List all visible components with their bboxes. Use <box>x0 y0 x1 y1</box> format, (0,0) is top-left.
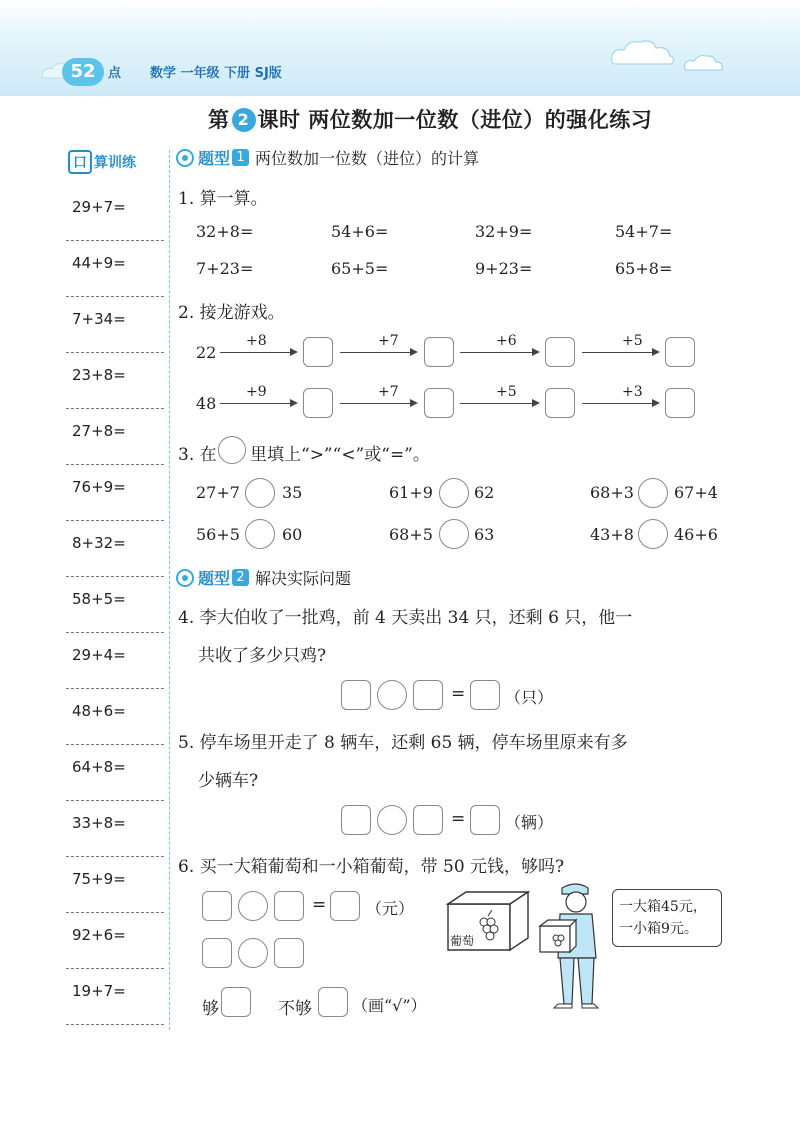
answer-box[interactable] <box>665 337 695 367</box>
chain-step-label: +8 <box>246 333 267 349</box>
sidebar-item-text: 8+32= <box>72 534 126 552</box>
check-box-enough[interactable] <box>221 987 251 1017</box>
unit-label: （只） <box>505 688 554 707</box>
q1-expr: 32+9= <box>475 222 533 241</box>
q5-line2: 少辆车? <box>198 771 259 791</box>
sidebar-item-text: 7+34= <box>72 310 126 328</box>
cloud-icon <box>608 36 678 70</box>
type1-number: 1 <box>232 149 249 166</box>
q1-expr: 7+23= <box>196 259 254 278</box>
q6-prompt: 6. 买一大箱葡萄和一小箱葡萄，带 50 元钱，够吗? <box>178 857 565 877</box>
sidebar-item <box>66 408 164 465</box>
compare-circle[interactable] <box>439 478 469 508</box>
lesson-prefix: 第 <box>208 108 230 132</box>
compare-left: 68+3 <box>590 483 634 502</box>
chain-step-label: +7 <box>378 333 399 349</box>
operator-circle[interactable] <box>377 805 407 835</box>
sidebar-item <box>66 912 164 969</box>
sidebar-item <box>66 240 164 297</box>
sidebar-item <box>66 296 164 353</box>
compare-right: 63 <box>474 525 495 544</box>
q4-line2: 共收了多少只鸡? <box>198 646 327 666</box>
arrow-icon <box>460 352 538 353</box>
sidebar-item-text: 44+9= <box>72 254 126 272</box>
answer-box[interactable] <box>330 891 360 921</box>
type1-title: 两位数加一位数（进位）的计算 <box>255 149 480 168</box>
type1-label: 题型 <box>198 149 231 168</box>
lesson-title <box>208 104 652 134</box>
type2-title: 解决实际问题 <box>255 569 352 588</box>
sidebar-item-text: 48+6= <box>72 702 126 720</box>
answer-box[interactable] <box>665 388 695 418</box>
answer-box[interactable] <box>341 805 371 835</box>
brand-logo: 点 <box>108 66 122 81</box>
arrow-icon <box>220 403 296 404</box>
arrow-icon <box>340 403 416 404</box>
q3-prompt-b: 里填上“>”“<”或“=”。 <box>250 445 430 465</box>
compare-left: 27+7 <box>196 483 240 502</box>
sidebar-item <box>66 520 164 577</box>
example-circle <box>218 436 246 464</box>
compare-circle[interactable] <box>245 519 275 549</box>
target-icon <box>176 569 194 587</box>
chain1-start: 22 <box>196 343 217 362</box>
sidebar-item-text: 64+8= <box>72 758 126 776</box>
sidebar-item-text: 27+8= <box>72 422 126 440</box>
answer-box[interactable] <box>545 337 575 367</box>
price-speech-bubble <box>612 889 722 947</box>
compare-circle[interactable] <box>439 519 469 549</box>
answer-box[interactable] <box>341 680 371 710</box>
price-small-box: 一小箱9元。 <box>619 921 698 937</box>
answer-box[interactable] <box>274 891 304 921</box>
compare-circle[interactable] <box>245 478 275 508</box>
answer-box[interactable] <box>470 680 500 710</box>
chain2-start: 48 <box>196 394 217 413</box>
mark-hint: （画“√”） <box>352 996 427 1015</box>
answer-box[interactable] <box>424 337 454 367</box>
answer-box[interactable] <box>303 388 333 418</box>
sidebar-label-rest: 算训练 <box>94 155 136 171</box>
sidebar-item <box>66 464 164 521</box>
q1-expr: 54+7= <box>615 222 673 241</box>
arrow-icon <box>582 403 658 404</box>
equals-sign: = <box>312 895 327 915</box>
answer-box[interactable] <box>202 938 232 968</box>
compare-circle[interactable] <box>638 519 668 549</box>
answer-box[interactable] <box>413 805 443 835</box>
person-icon <box>536 880 612 1010</box>
q1-expr: 9+23= <box>475 259 533 278</box>
sidebar-item <box>66 856 164 913</box>
arrow-icon <box>460 403 538 404</box>
operator-circle[interactable] <box>377 680 407 710</box>
cloud-icon <box>682 52 726 74</box>
sidebar-item <box>66 184 164 241</box>
price-large-box: 一大箱45元， <box>619 899 707 915</box>
arrow-icon <box>582 352 658 353</box>
q1-expr: 65+5= <box>331 259 389 278</box>
target-icon <box>176 149 194 167</box>
answer-box[interactable] <box>413 680 443 710</box>
unit-label: （元） <box>366 899 415 918</box>
compare-left: 43+8 <box>590 525 634 544</box>
sidebar-item <box>66 800 164 857</box>
sidebar-item <box>66 744 164 801</box>
answer-box[interactable] <box>303 337 333 367</box>
sidebar-label <box>68 150 136 174</box>
sidebar-item-text: 75+9= <box>72 870 126 888</box>
q1-prompt: 1. 算一算。 <box>178 189 268 209</box>
q4-line1: 4. 李大伯收了一批鸡，前 4 天卖出 34 只，还剩 6 只，他一 <box>178 608 633 628</box>
chain-step-label: +3 <box>622 384 643 400</box>
sidebar-item-text: 29+7= <box>72 198 126 216</box>
compare-right: 62 <box>474 483 495 502</box>
sidebar-item <box>66 968 164 1025</box>
equals-sign: = <box>451 809 466 829</box>
sidebar-divider <box>169 150 170 1030</box>
arrow-icon <box>340 352 416 353</box>
sidebar-item-text: 58+5= <box>72 590 126 608</box>
sidebar-item <box>66 688 164 745</box>
answer-box[interactable] <box>202 891 232 921</box>
lesson-number: 2 <box>232 108 256 132</box>
compare-left: 61+9 <box>389 483 433 502</box>
sidebar-label-kou: 口 <box>68 150 92 174</box>
page-number: 52 <box>62 58 104 86</box>
chain-step-label: +9 <box>246 384 267 400</box>
answer-box[interactable] <box>545 388 575 418</box>
lesson-title-text: 课时 两位数加一位数（进位）的强化练习 <box>257 108 653 132</box>
answer-box[interactable] <box>424 388 454 418</box>
q3-prompt-a: 3. 在 <box>178 445 217 465</box>
enough-label: 够 <box>202 999 219 1019</box>
compare-right: 60 <box>282 525 303 544</box>
equals-sign: = <box>451 684 466 704</box>
sidebar-item-text: 19+7= <box>72 982 126 1000</box>
q2-prompt: 2. 接龙游戏。 <box>178 303 285 323</box>
chain-step-label: +5 <box>622 333 643 349</box>
sidebar-item <box>66 632 164 689</box>
chain-step-label: +7 <box>378 384 399 400</box>
unit-label: （辆） <box>505 813 554 832</box>
chain-step-label: +5 <box>496 384 517 400</box>
q5-line1: 5. 停车场里开走了 8 辆车，还剩 65 辆，停车场里原来有多 <box>178 733 628 753</box>
sidebar-item-text: 33+8= <box>72 814 126 832</box>
type2-number: 2 <box>232 569 249 586</box>
q1-expr: 32+8= <box>196 222 254 241</box>
q1-expr: 54+6= <box>331 222 389 241</box>
operator-circle[interactable] <box>238 938 268 968</box>
sidebar-item-text: 29+4= <box>72 646 126 664</box>
compare-circle[interactable] <box>638 478 668 508</box>
compare-right: 67+4 <box>674 483 718 502</box>
sidebar-item <box>66 352 164 409</box>
sidebar-item-text: 76+9= <box>72 478 126 496</box>
book-info: 数学 一年级 下册 SJ版 <box>150 66 282 81</box>
type1-heading <box>176 146 479 169</box>
compare-right: 46+6 <box>674 525 718 544</box>
q1-expr: 65+8= <box>615 259 673 278</box>
type2-heading <box>176 566 351 589</box>
type2-label: 题型 <box>198 569 231 588</box>
page-header <box>0 0 800 96</box>
sidebar-item-text: 23+8= <box>72 366 126 384</box>
compare-left: 68+5 <box>389 525 433 544</box>
answer-box[interactable] <box>470 805 500 835</box>
sidebar-item-text: 92+6= <box>72 926 126 944</box>
compare-right: 35 <box>282 483 303 502</box>
operator-circle[interactable] <box>238 891 268 921</box>
chain-step-label: +6 <box>496 333 517 349</box>
arrow-icon <box>220 352 296 353</box>
not-enough-label: 不够 <box>278 999 312 1019</box>
sidebar-item <box>66 576 164 633</box>
grape-box-label: 葡萄 <box>450 934 475 948</box>
check-box-not-enough[interactable] <box>318 987 348 1017</box>
answer-box[interactable] <box>274 938 304 968</box>
compare-left: 56+5 <box>196 525 240 544</box>
